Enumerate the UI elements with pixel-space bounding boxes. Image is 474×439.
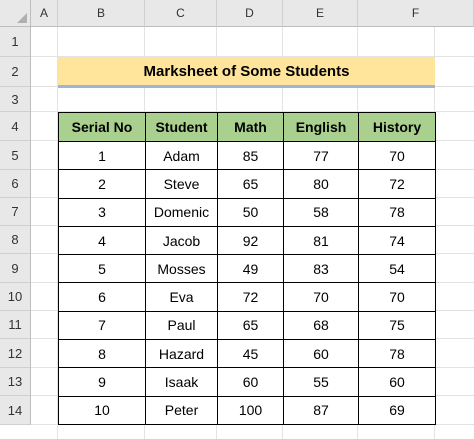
- row-header-3[interactable]: 3: [0, 87, 31, 112]
- row-header-7[interactable]: 7: [0, 198, 31, 226]
- table-cell[interactable]: 8: [59, 340, 146, 368]
- table-cell[interactable]: 100: [218, 396, 284, 424]
- table-cell[interactable]: Domenic: [146, 198, 218, 226]
- column-label[interactable]: Student: [146, 113, 218, 142]
- table-cell[interactable]: 49: [218, 255, 284, 283]
- table-cell[interactable]: 1: [59, 142, 146, 170]
- table-cell[interactable]: 9: [59, 368, 146, 396]
- table-cell[interactable]: 72: [359, 170, 436, 198]
- table-cell[interactable]: 92: [218, 226, 284, 254]
- column-header-b[interactable]: B: [58, 0, 145, 27]
- table-cell[interactable]: 65: [218, 311, 284, 339]
- column-label[interactable]: English: [284, 113, 359, 142]
- table-cell[interactable]: Jacob: [146, 226, 218, 254]
- table-cell[interactable]: 55: [284, 368, 359, 396]
- table-cell[interactable]: 74: [359, 226, 436, 254]
- table-cell[interactable]: 83: [284, 255, 359, 283]
- table-cell[interactable]: 69: [359, 396, 436, 424]
- table-cell[interactable]: Steve: [146, 170, 218, 198]
- row-header-11[interactable]: 11: [0, 311, 31, 339]
- table-cell[interactable]: 68: [284, 311, 359, 339]
- table-row: [59, 368, 436, 396]
- column-header-f[interactable]: F: [358, 0, 474, 27]
- column-header-e[interactable]: E: [283, 0, 358, 27]
- table-cell[interactable]: 80: [284, 170, 359, 198]
- column-label[interactable]: Serial No: [59, 113, 146, 142]
- table-row: [59, 396, 436, 424]
- table-cell[interactable]: 72: [218, 283, 284, 311]
- column-label[interactable]: History: [359, 113, 436, 142]
- table-cell[interactable]: 77: [284, 142, 359, 170]
- row-header-8[interactable]: 8: [0, 226, 31, 254]
- table-row: [59, 142, 436, 170]
- table-cell[interactable]: Hazard: [146, 340, 218, 368]
- marks-table: [58, 112, 436, 425]
- column-header-c[interactable]: C: [145, 0, 217, 27]
- table-cell[interactable]: 54: [359, 255, 436, 283]
- row-header-12[interactable]: 12: [0, 339, 31, 368]
- table-row: [59, 311, 436, 339]
- table-row: [59, 198, 436, 226]
- table-cell[interactable]: 6: [59, 283, 146, 311]
- table-row: [59, 170, 436, 198]
- row-header-5[interactable]: 5: [0, 141, 31, 170]
- row-header-9[interactable]: 9: [0, 254, 31, 283]
- table-cell[interactable]: 60: [359, 368, 436, 396]
- select-all-corner[interactable]: [0, 0, 31, 27]
- table-cell[interactable]: 87: [284, 396, 359, 424]
- table-cell[interactable]: 65: [218, 170, 284, 198]
- table-cell[interactable]: Eva: [146, 283, 218, 311]
- table-cell[interactable]: 58: [284, 198, 359, 226]
- table-cell[interactable]: 60: [218, 368, 284, 396]
- row-header-10[interactable]: 10: [0, 283, 31, 311]
- table-cell[interactable]: 70: [359, 142, 436, 170]
- select-all-icon: [17, 13, 27, 23]
- table-cell[interactable]: 85: [218, 142, 284, 170]
- table-cell[interactable]: 78: [359, 340, 436, 368]
- table-cell[interactable]: Isaak: [146, 368, 218, 396]
- row-header-6[interactable]: 6: [0, 170, 31, 198]
- table-cell[interactable]: 50: [218, 198, 284, 226]
- table-cell[interactable]: 70: [284, 283, 359, 311]
- table-cell[interactable]: 5: [59, 255, 146, 283]
- table-cell[interactable]: 45: [218, 340, 284, 368]
- table-row: [59, 283, 436, 311]
- table-cell[interactable]: 2: [59, 170, 146, 198]
- table-cell[interactable]: Adam: [146, 142, 218, 170]
- table-row: [59, 340, 436, 368]
- table-row: [59, 255, 436, 283]
- table-cell[interactable]: 70: [359, 283, 436, 311]
- row-header-4[interactable]: 4: [0, 112, 31, 141]
- table-cell[interactable]: 10: [59, 396, 146, 424]
- table-cell[interactable]: Paul: [146, 311, 218, 339]
- title-underline: [58, 85, 435, 88]
- column-label[interactable]: Math: [218, 113, 284, 142]
- row-header-14[interactable]: 14: [0, 396, 31, 425]
- table-cell[interactable]: 75: [359, 311, 436, 339]
- table-row: [59, 226, 436, 254]
- row-header-1[interactable]: 1: [0, 27, 31, 57]
- sheet-title[interactable]: Marksheet of Some Students: [58, 57, 435, 85]
- table-header-row: [59, 113, 436, 142]
- table-cell[interactable]: 7: [59, 311, 146, 339]
- table-cell[interactable]: 60: [284, 340, 359, 368]
- column-header-a[interactable]: A: [31, 0, 58, 27]
- row-header-2[interactable]: 2: [0, 57, 31, 87]
- table-cell[interactable]: Mosses: [146, 255, 218, 283]
- table-cell[interactable]: 3: [59, 198, 146, 226]
- table-cell[interactable]: 81: [284, 226, 359, 254]
- row-header-13[interactable]: 13: [0, 368, 31, 396]
- table-cell[interactable]: Peter: [146, 396, 218, 424]
- column-header-d[interactable]: D: [217, 0, 283, 27]
- table-cell[interactable]: 4: [59, 226, 146, 254]
- table-cell[interactable]: 78: [359, 198, 436, 226]
